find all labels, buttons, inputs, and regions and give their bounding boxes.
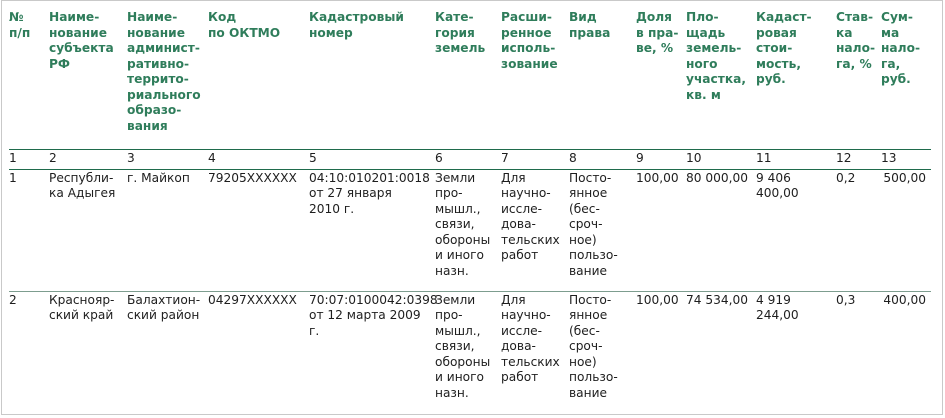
- land-tax-table: [9, 10, 931, 418]
- row-oktmo: 79205XXXXXX: [208, 170, 297, 185]
- column-number: 1: [9, 149, 49, 169]
- row-rate: 0,3: [836, 291, 881, 418]
- row-num: 1: [9, 170, 17, 185]
- column-number: 3: [127, 149, 208, 169]
- column-number: 13: [881, 149, 931, 169]
- header-value: Кадаст- ровая стои- мость, руб.: [756, 10, 812, 86]
- column-number: 6: [435, 149, 501, 169]
- row-municipality: г. Майкоп: [127, 170, 190, 185]
- row-oktmo: 04297XXXXXX: [208, 291, 309, 418]
- column-number: 7: [501, 149, 569, 169]
- row-num: 2: [9, 291, 49, 418]
- column-number: 12: [836, 149, 881, 169]
- column-number: 2: [49, 149, 127, 169]
- header-right: Вид права: [569, 10, 611, 40]
- row-tax: 500,00: [883, 170, 926, 185]
- header-oktmo: Код по ОКТМО: [208, 10, 281, 40]
- row-usage: Для научно- иссле- дова- тельских работ: [501, 170, 560, 262]
- header-rate: Став- ка нало- га, %: [836, 10, 876, 71]
- row-cadastral: 70:07:0100042:0398 от 12 марта 2009 г.: [309, 291, 435, 418]
- header-share: Доля в пра- ве, %: [636, 10, 679, 55]
- row-category: Земли про- мышл., связи, обороны и иного назн.: [435, 291, 501, 418]
- header-municipality: Наиме- нование админист- ративно- террито- риального образо- вания: [127, 10, 201, 133]
- row-share: 100,00: [636, 291, 686, 418]
- row-rate: 0,2: [836, 170, 856, 185]
- row-right: Посто- янное (бес- сроч- ное) пользо- вание: [569, 291, 636, 418]
- row-value: 9 406 400,00: [756, 170, 799, 200]
- header-subject: Наиме- нование субъекта РФ: [49, 10, 114, 71]
- table-row: [9, 169, 931, 291]
- row-right: Посто- янное (бес- сроч- ное) пользо- вание: [569, 170, 618, 278]
- column-number: 9: [636, 149, 686, 169]
- row-area: 74 534,00: [686, 291, 756, 418]
- column-number: 4: [208, 149, 309, 169]
- column-number-row: [9, 149, 931, 169]
- row-subject: Краснояр- ский край: [49, 291, 127, 418]
- row-share: 100,00: [636, 170, 679, 185]
- header-row: [9, 10, 931, 149]
- header-cadastral: Кадастровый номер: [309, 10, 404, 40]
- header-category: Кате- гория земель: [435, 10, 486, 55]
- row-municipality: Балахтион- ский район: [127, 291, 208, 418]
- column-number: 8: [569, 149, 636, 169]
- column-number: 11: [756, 149, 836, 169]
- row-subject: Республи- ка Адыгея: [49, 170, 116, 200]
- row-cadastral: 04:10:010201:0018 от 27 января 2010 г.: [309, 170, 430, 216]
- header-num: № п/п: [9, 10, 31, 40]
- column-number: 10: [686, 149, 756, 169]
- row-tax: 400,00: [881, 291, 931, 418]
- row-area: 80 000,00: [686, 170, 749, 185]
- row-usage: Для научно- иссле- дова- тельских работ: [501, 291, 569, 418]
- column-number: 5: [309, 149, 435, 169]
- table-row: [9, 291, 931, 418]
- header-usage: Расши- ренное исполь- зование: [501, 10, 558, 71]
- row-value: 4 919 244,00: [756, 291, 836, 418]
- header-tax: Сум- ма нало- га, руб.: [881, 10, 921, 86]
- header-area: Пло- щадь земель- ного участка, кв. м: [686, 10, 746, 102]
- row-category: Земли про- мышл., связи, обороны и иного назн.: [435, 170, 491, 278]
